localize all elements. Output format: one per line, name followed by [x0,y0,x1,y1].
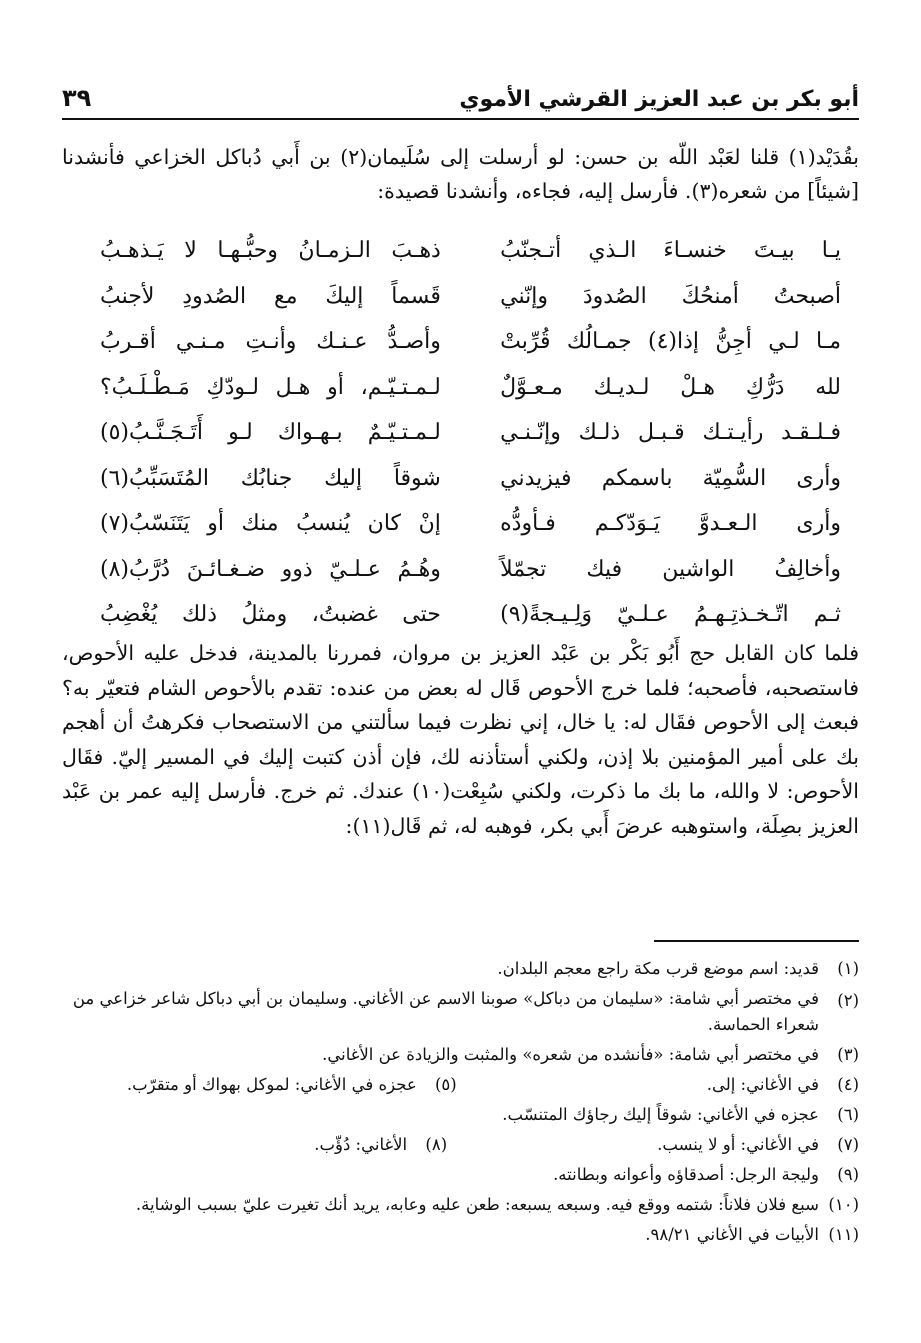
verse [100,547,841,593]
verse-first-hemistich: مـا لـي أجِنُّ إذا(٤) جمـالُك قُرِّبتْ [500,329,841,355]
verse-first-hemistich: وأرى السُّمِيّة باسمكم فيزيدني [500,465,841,491]
verse [100,228,841,274]
verse-second-hemistich: لـمـتـيّـمٌ بـهـواك لـو أَتَـجَـنَّـبُ(٥) [100,420,441,446]
footnote-text: في الأغاني: أو لا ينسب. [657,1135,819,1154]
footnote [314,1130,447,1160]
footnote [707,1070,859,1100]
verse-second-hemistich: وهُـمُ عـلـيّ ذوو ضـغـائـنَ دُرَّبُ(٨) [100,556,441,582]
verse-first-hemistich: أصبحتُ أمنحُكَ الصُدودَ وإنّني [500,283,841,309]
verse-first-hemistich: فـلـقـد رأيـتـك قـبـل ذلـك وإنّـنـي [500,420,841,446]
running-header [62,72,859,112]
intro-paragraph [62,140,859,208]
verse [100,365,841,411]
footnote-text: وليجة الرجل: أصدقاؤه وأعوانه وبطانته. [553,1165,819,1184]
footnote-number: (١١) [828,1225,859,1244]
footnote-text: عجزه في الأغاني: لموكل بهواك أو متقرّب. [126,1075,417,1094]
footnote-number: (٦) [837,1105,859,1124]
footnotes [62,954,859,1250]
footnote-pair [62,1070,859,1100]
footnote-number: (١) [837,959,859,978]
footnote-rule [654,940,859,942]
footnote-number: (٧) [837,1135,859,1154]
verse-first-hemistich: يـا بيـتَ خنسـاءَ الـذي أتـجنّبُ [500,238,841,264]
page-number: ٣٩ [62,84,92,112]
footnote-number: (٥) [434,1075,457,1094]
footnote-text: عجزه في الأغاني: شوقاً إليك رجاؤك المتنسّب. [502,1105,819,1124]
footnote [62,1100,859,1130]
verse [100,319,841,365]
footnote-text: في مختصر أبي شامة: «سليمان من دباكل» صوبنا الاسم عن الأغاني. وسليمان بن أبي دباكل شاعر خزاعي من شعراء الحماسة. [72,989,819,1034]
footnote-text: في الأغاني: إلى. [706,1075,819,1094]
footnote [127,1070,457,1100]
verse-first-hemistich: وأخالِفُ الواشين فيك تجمّلاً [500,556,841,582]
intro-text: بقُدَيْد(١) قلنا لعَبْد اللّه بن حسن: لو أرسلت إلى سُلَيمان(٢) بن أَبي دُباكل الخزاعي فأنشدنا [شيئاً] من شعره(٣). فأرسل إليه، فجاءه، وأنشدنا قصيدة: [62,145,859,203]
verse [100,501,841,547]
footnote [62,986,859,1038]
footnote [62,1190,859,1220]
verse [100,592,841,638]
footnote-number: (١٠) [828,1195,859,1214]
poem [100,228,841,638]
narrative-text: فلما كان القابل حج أَبُو بَكْر بن عَبْد العزيز بن مروان، فمررنا بالمدينة، فدخل عليه الأحوص، فاستصحبه، فأصحبه؛ فلما خرج الأحوص قَال له بعض من عنده: تقدم بالأحوص الشام فتعيّر به؟ فبعث إلى الأحوص فقَال له: يا خال، إني نظرت فيما سألتني من الاستصحاب فكرهتُ أن أهجم بك على أمير المؤمنين بلا إذن، ولكني أستأذنه لك، فإن أذن كتبت إليك في المسير إليّ. فقَال الأحوص: لا والله، ما بك ما ذكرت، ولكني سُبِعْت(١٠) عندك. ثم خرج. فأرسل إليه عمر بن عَبْد العزيز بصِلَة، واستوهبه عرضَ أَبي بكر، فوهبه له، ثم قَال(١١): [62,641,859,838]
verse-first-hemistich: ثـم اتّـخـذتِـهـمُ عـلـيّ وَلِـيـجةً(٩) [500,602,841,628]
verse-second-hemistich: لـمـتـيّـم، أو هـل لـودّكِ مَـطْـلَـبُ؟ [100,374,441,400]
footnote-number: (٨) [425,1135,448,1154]
footnote [62,954,859,984]
narrative-paragraph [62,636,859,843]
verse-second-hemistich: ذهـبَ الـزمـانُ وحبُّـهـا لا يَـذهـبُ [100,238,441,264]
verse [100,410,841,456]
footnote-number: (٢) [837,991,859,1010]
footnote [62,1220,859,1250]
verse [100,274,841,320]
footnote [62,1160,859,1190]
running-title: أبو بكر بن عبد العزيز القرشي الأموي [459,87,859,112]
verse-first-hemistich: لله دَرُّكِ هـلْ لـديـك مـعـوَّلٌ [500,374,841,400]
footnote-text: الأغاني: دُؤّب. [314,1135,408,1154]
verse-second-hemistich: حتى غضبتُ، ومثلُ ذلك يُغْضِبُ [100,602,441,628]
footnote-text: قديد: اسم موضع قرب مكة راجع معجم البلدان. [497,959,819,978]
verse-second-hemistich: قَسماً إليكَ مع الصُدودِ لأجنبُ [100,283,441,309]
verse-second-hemistich: شوقاً إليك جنابُك المُتَسَبِّبُ(٦) [100,465,441,491]
footnote-text: الأبيات في الأغاني ٩٨/٢١. [645,1225,819,1244]
header-rule [62,118,859,120]
verse-second-hemistich: وأصـدُّ عـنـك وأنـتِ مـنـي أقـربُ [100,329,441,355]
footnote [62,1040,859,1070]
verse [100,456,841,502]
footnote-pair [62,1130,859,1160]
footnote-number: (٤) [837,1075,859,1094]
footnote-text: في مختصر أبي شامة: «فأنشده من شعره» والمثبت والزيادة عن الأغاني. [322,1045,819,1064]
verse-second-hemistich: إنْ كان يُنسبُ منك أو يَتَنَسّبُ(٧) [100,511,441,537]
footnote-number: (٩) [837,1165,859,1184]
footnote-text: سبع فلان فلاناً: شتمه ووقع فيه. وسبعه يسبعه: طعن عليه وعابه، يريد أنك تغيرت عليّ بسبب الوشاية. [135,1195,819,1214]
verse-first-hemistich: وأرى الـعـدوَّ يَـوَدّكـم فـأودُّه [500,511,841,537]
footnote [657,1130,859,1160]
footnote-number: (٣) [837,1045,859,1064]
